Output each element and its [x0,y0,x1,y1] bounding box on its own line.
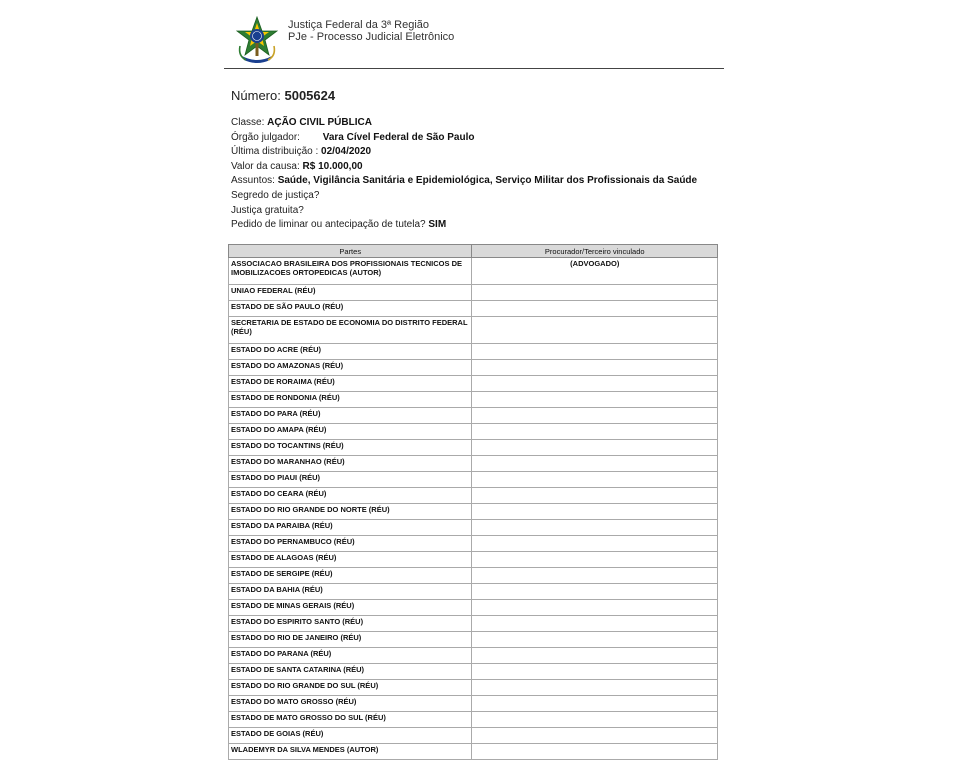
party-representative-cell [472,424,718,440]
table-row [229,632,718,648]
table-row [229,664,718,680]
party-representative-cell [472,696,718,712]
party-representative-cell [472,680,718,696]
party-representative-cell [472,376,718,392]
meta-orgao [231,131,697,146]
table-row [229,344,718,360]
meta-valor [231,160,697,175]
process-number [231,88,335,103]
party-name-cell: ESTADO DO AMAPA (RÉU) [229,424,472,440]
orgao-value: Vara Cível Federal de São Paulo [322,131,475,143]
party-representative-cell [472,552,718,568]
parties-table-body [229,258,718,760]
party-name-cell: ESTADO DA PARAIBA (RÉU) [229,520,472,536]
classe-label: Classe: [231,117,265,128]
party-representative-cell [472,472,718,488]
table-row [229,285,718,301]
party-representative-cell [472,616,718,632]
party-name-cell: ESTADO DO RIO GRANDE DO NORTE (RÉU) [229,504,472,520]
party-name-cell: ESTADO DE SANTA CATARINA (RÉU) [229,664,472,680]
valor-value: R$ 10.000,00 [302,160,363,172]
liminar-label: Pedido de liminar ou antecipação de tutela? [231,219,426,231]
party-name-cell: ESTADO DO MARANHAO (RÉU) [229,456,472,472]
meta-assuntos [231,174,697,189]
party-name-cell: ESTADO DA BAHIA (RÉU) [229,584,472,600]
court-name: Justiça Federal da 3ª Região [288,19,430,31]
process-metadata [231,116,697,233]
table-row [229,680,718,696]
table-row [229,568,718,584]
party-name-cell: ESTADO DE MATO GROSSO DO SUL (RÉU) [229,712,472,728]
party-name-cell: ESTADO DE MINAS GERAIS (RÉU) [229,600,472,616]
table-row [229,600,718,616]
party-representative-cell [472,317,718,344]
table-row [229,616,718,632]
valor-label: Valor da causa: [231,160,300,172]
table-row [229,504,718,520]
brasao-republica-icon [236,16,278,66]
table-row [229,440,718,456]
party-representative-cell [472,600,718,616]
assuntos-label: Assuntos: [231,175,275,187]
party-representative-cell [472,504,718,520]
table-row [229,456,718,472]
segredo-label: Segredo de justiça? [231,189,320,201]
party-representative-cell [472,744,718,760]
party-name-cell: ESTADO DO PIAUI (RÉU) [229,472,472,488]
party-representative-cell [472,301,718,317]
header-text [288,19,454,43]
party-representative-cell [472,648,718,664]
party-name-cell: WLADEMYR DA SILVA MENDES (AUTOR) [229,744,472,760]
table-row [229,520,718,536]
party-representative-cell [472,520,718,536]
party-name-cell: ESTADO DO TOCANTINS (RÉU) [229,440,472,456]
party-name-cell: ESTADO DO PERNAMBUCO (RÉU) [229,536,472,552]
meta-distribuicao [231,145,697,160]
table-row [229,424,718,440]
party-name-cell: ESTADO DO MATO GROSSO (RÉU) [229,696,472,712]
party-representative-cell [472,584,718,600]
meta-segredo [231,189,697,204]
party-representative-cell [472,712,718,728]
document-header [236,16,724,70]
table-row [229,317,718,344]
party-name-cell: ESTADO DE SERGIPE (RÉU) [229,568,472,584]
party-name-cell: SECRETARIA DE ESTADO DE ECONOMIA DO DISTRITO FEDERAL (RÉU) [229,317,472,344]
party-representative-cell [472,360,718,376]
table-row [229,376,718,392]
gratuita-label: Justiça gratuita? [231,204,304,216]
party-name-cell: ESTADO DE SÃO PAULO (RÉU) [229,301,472,317]
party-name-cell: ESTADO DO CEARA (RÉU) [229,488,472,504]
column-header-procurador: Procurador/Terceiro vinculado [472,245,718,258]
process-number-value: 5005624 [284,88,336,103]
party-representative-cell [472,568,718,584]
header-divider [224,68,724,69]
table-row [229,301,718,317]
table-row [229,392,718,408]
assuntos-value: Saúde, Vigilância Sanitária e Epidemiológica, Serviço Militar dos Profissionais da Saúde [277,175,698,187]
party-representative-cell [472,632,718,648]
table-row [229,536,718,552]
table-row [229,712,718,728]
parties-table [228,244,718,760]
meta-classe [231,116,697,131]
party-representative-cell: (ADVOGADO) [472,258,718,285]
party-representative-cell [472,440,718,456]
party-name-cell: ESTADO DO ACRE (RÉU) [229,344,472,360]
meta-liminar [231,218,697,233]
meta-gratuita [231,204,697,219]
party-name-cell: ESTADO DE RONDONIA (RÉU) [229,392,472,408]
process-number-label: Número: [231,88,281,103]
party-name-cell: ESTADO DO PARA (RÉU) [229,408,472,424]
party-representative-cell [472,456,718,472]
table-header-row [229,245,718,258]
party-representative-cell [472,488,718,504]
party-representative-cell [472,285,718,301]
party-representative-cell [472,728,718,744]
party-name-cell: ESTADO DO RIO DE JANEIRO (RÉU) [229,632,472,648]
party-name-cell: ESTADO DO AMAZONAS (RÉU) [229,360,472,376]
liminar-value: SIM [428,219,447,231]
party-name-cell: ESTADO DO PARANA (RÉU) [229,648,472,664]
classe-value: AÇÃO CIVIL PÚBLICA [267,117,372,128]
distribuicao-label: Última distribuição : [231,146,319,158]
table-row [229,360,718,376]
party-name-cell: ASSOCIACAO BRASILEIRA DOS PROFISSIONAIS TECNICOS DE IMOBILIZACOES ORTOPEDICAS (AUTOR) [229,258,472,285]
orgao-label: Órgão julgador: [231,131,300,143]
table-row [229,648,718,664]
party-representative-cell [472,408,718,424]
party-representative-cell [472,392,718,408]
party-name-cell: ESTADO DO RIO GRANDE DO SUL (RÉU) [229,680,472,696]
party-name-cell: ESTADO DO ESPIRITO SANTO (RÉU) [229,616,472,632]
table-row [229,584,718,600]
table-row [229,728,718,744]
table-row [229,696,718,712]
distribuicao-value: 02/04/2020 [321,146,372,158]
table-row [229,488,718,504]
party-representative-cell [472,664,718,680]
party-name-cell: ESTADO DE RORAIMA (RÉU) [229,376,472,392]
party-name-cell: ESTADO DE ALAGOAS (RÉU) [229,552,472,568]
table-row [229,472,718,488]
table-row [229,552,718,568]
party-name-cell: ESTADO DE GOIAS (RÉU) [229,728,472,744]
table-row [229,744,718,760]
party-representative-cell [472,344,718,360]
table-row [229,408,718,424]
party-name-cell: UNIAO FEDERAL (RÉU) [229,285,472,301]
system-name: PJe - Processo Judicial Eletrônico [288,31,455,43]
party-representative-cell [472,536,718,552]
column-header-partes: Partes [229,245,472,258]
table-row [229,258,718,285]
